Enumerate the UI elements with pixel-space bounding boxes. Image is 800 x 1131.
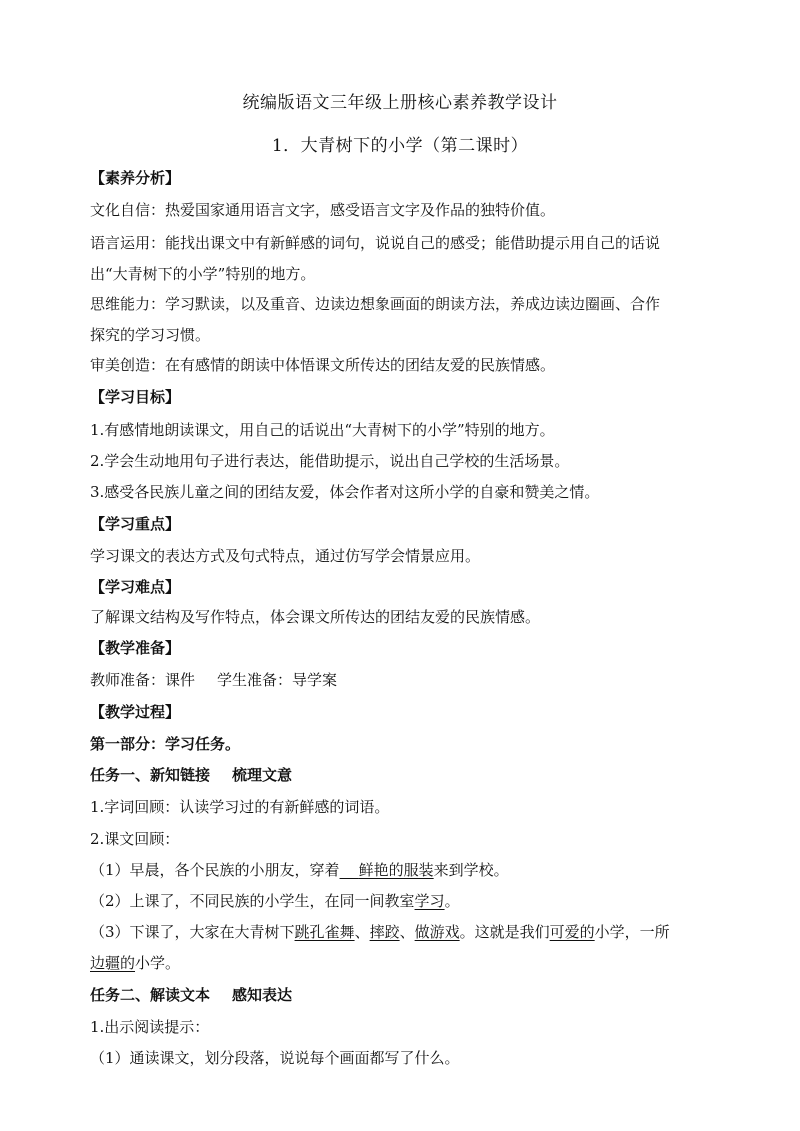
task-heading [90,765,730,785]
answer-text: 鲜艳的服装 [358,861,434,879]
fill-blank-answer: 做游戏 [414,923,460,941]
task-subtitle: 梳理文意 [232,766,293,784]
sentence-text: 、 [399,923,415,941]
task-title: 任务一、新知链接 [90,766,211,784]
sentence-text: 小学，一所 [594,923,670,941]
task-title: 任务二、解读文本 [90,986,211,1004]
document-title: 统编版语文三年级上册核心素养教学设计 [242,93,558,113]
sentence-text: （1）早晨，各个民族的小朋友，穿着 [90,861,340,879]
sentence-text: 小学。 [135,954,181,972]
paragraph-line: 2.课文回顾： [90,830,180,848]
paragraph-line: 思维能力：学习默读，以及重音、边读边想象画面的朗读方法，养成边读边圈画、合作 [90,295,661,313]
paragraph-line: 学习课文的表达方式及句式特点，通过仿写学会情景应用。 [90,547,481,565]
review-sentence [90,953,730,973]
paragraph-line: 审美创造：在有感情的朗读中体悟课文所传达的团结友爱的民族情感。 [90,356,556,374]
heading-difficulties: 【学习难点】 [90,578,181,596]
preparation-line [90,670,730,690]
heading-key-points: 【学习重点】 [90,515,181,533]
fill-blank-answer: 可爱的 [549,923,595,941]
paragraph-line: 1.出示阅读提示： [90,1018,210,1036]
fill-blank-answer: 学习 [414,892,445,910]
heading-teaching-process: 【教学过程】 [90,703,181,721]
part-heading: 第一部分：学习任务。 [90,735,241,753]
goal-item: 3.感受各民族儿童之间的团结友爱，体会作者对这所小学的自豪和赞美之情。 [90,483,600,501]
sentence-text: 来到学校。 [433,861,509,879]
fill-blank-answer: 跳孔雀舞 [294,923,355,941]
heading-learning-goals: 【学习目标】 [90,388,181,406]
paragraph-line: （1）通读课文，划分段落，说说每个画面都写了什么。 [90,1049,460,1067]
lesson-subtitle: 1．大青树下的小学（第二课时） [271,136,529,156]
review-sentence [90,860,730,880]
heading-preparation: 【教学准备】 [90,639,181,657]
sentence-text: 。这就是我们 [459,923,550,941]
goal-item: 2.学会生动地用句子进行表达，能借助提示，说出自己学校的生活场景。 [90,452,570,470]
review-sentence [90,922,730,942]
heading-literacy-analysis: 【素养分析】 [90,169,181,187]
goal-item: 1.有感情地朗读课文，用自己的话说出“大青树下的小学”特别的地方。 [90,421,555,439]
paragraph-line: 文化自信：热爱国家通用语言文字，感受语言文字及作品的独特价值。 [90,201,556,219]
student-preparation: 学生准备：导学案 [217,671,338,689]
sentence-text: 、 [354,923,370,941]
review-sentence [90,891,730,911]
fill-blank-answer [340,861,434,879]
sentence-text: （2）上课了，不同民族的小学生，在同一间教室 [90,892,415,910]
paragraph-line: 出“大青树下的小学”特别的地方。 [90,265,316,283]
sentence-text: 。 [444,892,460,910]
paragraph-line: 探究的学习习惯。 [90,326,211,344]
fill-blank-answer: 摔跤 [369,923,400,941]
task-heading [90,985,730,1005]
sentence-text: （3）下课了，大家在大青树下 [90,923,295,941]
paragraph-line: 语言运用：能找出课文中有新鲜感的词句，说说自己的感受；能借助提示用自己的话说 [90,234,661,252]
paragraph-line: 1.字词回顾：认读学习过的有新鲜感的词语。 [90,798,390,816]
fill-blank-answer: 边疆的 [90,954,136,972]
teacher-preparation: 教师准备：课件 [90,671,196,689]
task-subtitle: 感知表达 [232,986,293,1004]
paragraph-line: 了解课文结构及写作特点，体会课文所传达的团结友爱的民族情感。 [90,608,541,626]
